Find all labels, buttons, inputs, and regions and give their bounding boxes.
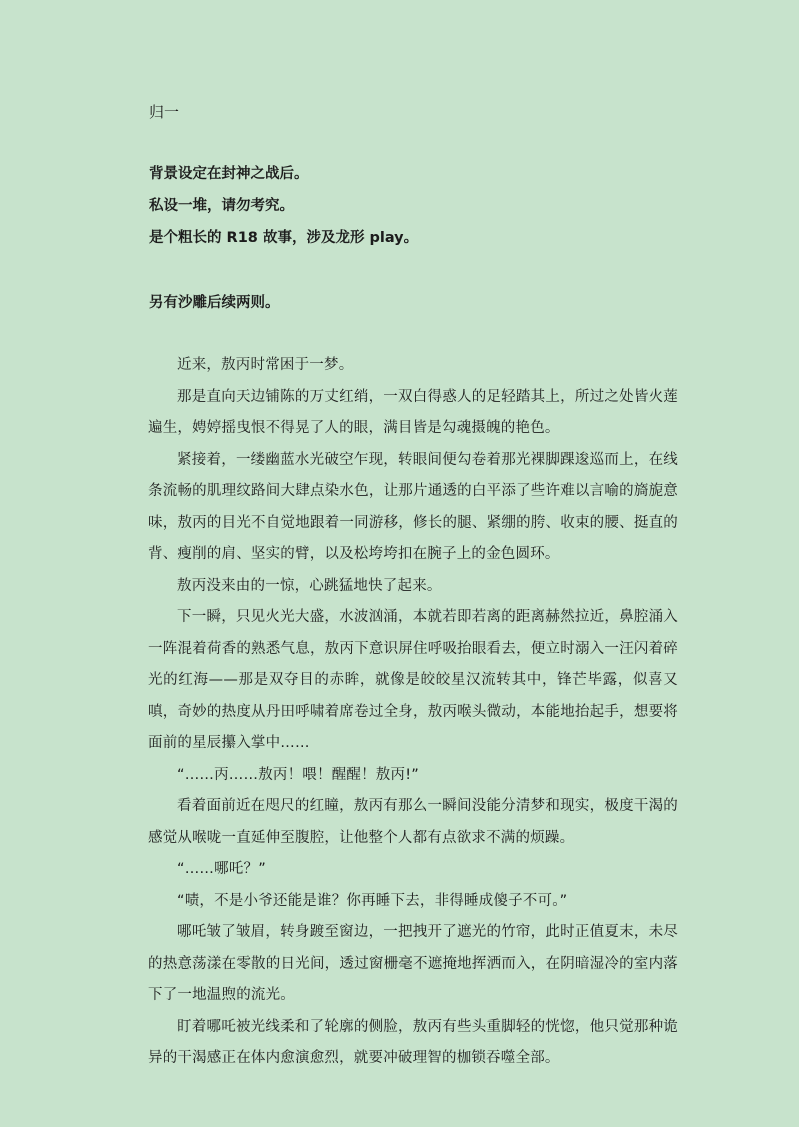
- paragraph: 看着面前近在咫尺的红瞳，敖丙有那么一瞬间没能分清梦和现实，极度干渴的感觉从喉咙一直延伸至腹腔，让他整个人都有点欲求不满的烦躁。: [148, 798, 678, 846]
- paragraph: 近来，敖丙时常困于一梦。: [177, 357, 354, 373]
- note-line: 背景设定在封神之战后。: [149, 166, 309, 182]
- paragraph: 那是直向天边铺陈的万丈红绡，一双白得惑人的足轻踏其上，所过之处皆火莲遍生，娉婷摇曳恨不得晃了人的眼，满目皆是勾魂摄魄的艳色。: [148, 388, 678, 436]
- story-body: [148, 350, 678, 1075]
- author-notes: [149, 164, 669, 325]
- note-line: 另有沙雕后续两则。: [149, 295, 280, 311]
- note-line: 是个粗长的 R18 故事，涉及龙形 play。: [149, 230, 419, 246]
- paragraph: 紧接着，一缕幽蓝水光破空乍现，转眼间便勾卷着那光裸脚踝逡巡而上，在线条流畅的肌理纹路间大肆点染水色，让那片通透的白平添了些许难以言喻的旖旎意味，敖丙的目光不自觉地跟着一同游移，修长的腿、紧绷的胯、收束的腰、挺直的背、瘦削的肩、坚实的臂，以及松垮垮扣在腕子上的金色圆环。: [148, 451, 678, 562]
- note-line: 私设一堆，请勿考究。: [149, 198, 294, 214]
- document-title: 归一: [149, 103, 180, 121]
- paragraph: 下一瞬，只见火光大盛，水波汹涌，本就若即若离的距离赫然拉近，鼻腔涌入一阵混着荷香的熟悉气息，敖丙下意识屏住呼吸抬眼看去，便立时溺入一汪闪着碎光的红海——那是双夺目的赤眸，就像是皎皎星汉流转其中，锋芒毕露，似喜又嗔，奇妙的热度从丹田呼啸着席卷过全身，敖丙喉头微动，本能地抬起手，想要将面前的星辰攥入掌中……: [148, 609, 678, 751]
- paragraph: 哪吒皱了皱眉，转身踱至窗边，一把拽开了遮光的竹帘，此时正值夏末，未尽的热意荡漾在零散的日光间，透过窗栅毫不遮掩地挥洒而入，在阴暗湿冷的室内落下了一地温煦的流光。: [148, 924, 678, 1003]
- paragraph: “……丙……敖丙！喂！醒醒！敖丙!”: [177, 766, 419, 783]
- paragraph: “……哪吒？”: [177, 861, 266, 877]
- paragraph: 盯着哪吒被光线柔和了轮廓的侧脸，敖丙有些头重脚轻的恍惚，他只觉那种诡异的干渴感正在体内愈演愈烈，就要冲破理智的枷锁吞噬全部。: [148, 1018, 678, 1066]
- paragraph: “啧，不是小爷还能是谁？你再睡下去，非得睡成傻子不可。”: [177, 892, 568, 909]
- paragraph: 敖丙没来由的一惊，心跳猛地快了起来。: [177, 577, 442, 594]
